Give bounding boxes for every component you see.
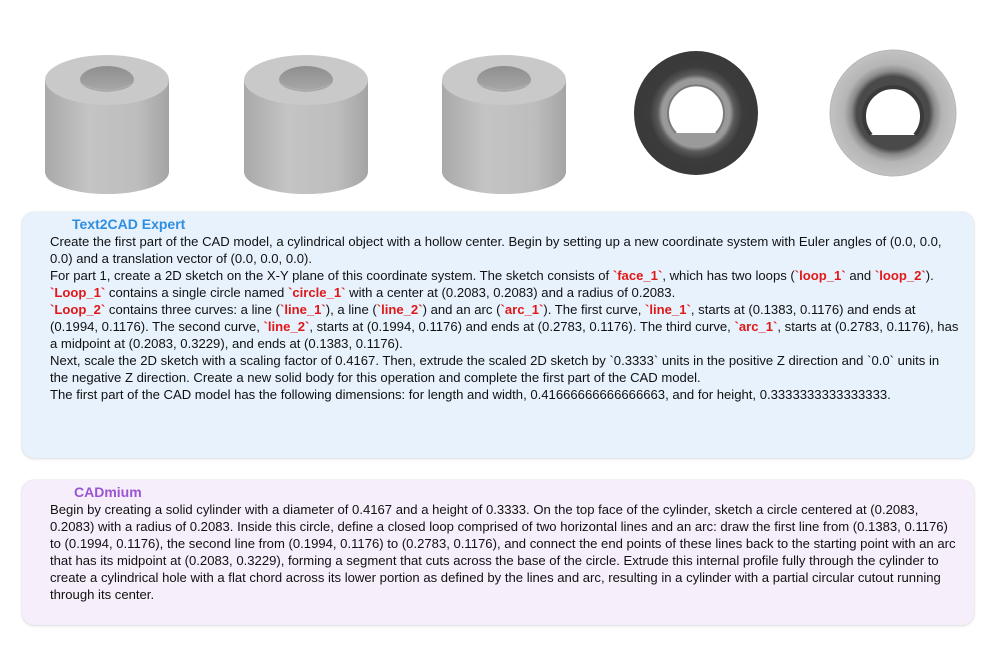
text-span: contains three curves: a line ( (105, 302, 280, 317)
text-span: with a center at (0.2083, 0.2083) and a radius of 0.2083. (345, 285, 676, 300)
expert-paragraph-2 (50, 267, 960, 301)
cad-renders-row (0, 0, 996, 200)
text-span: , starts at (0.1383, 0.1176) and ends at (0.1994, 0.1176). The second curve, (50, 302, 916, 334)
expert-paragraph-1: Create the first part of the CAD model, a cylindrical object with a hollow center. Begin by setting up a new coordinate system with Euler angles of (0.0, 0.0, 0.0) and a translation vector of (0.0, 0.0, 0.0). (50, 234, 942, 266)
text-span: , starts at (0.1994, 0.1176) and ends at (0.2783, 0.1176). The third curve, (309, 319, 735, 334)
text-span: , which has two loops ( (662, 268, 795, 283)
top-view-light-render (830, 50, 956, 176)
text-span: ), a line ( (325, 302, 377, 317)
text-span: ) and an arc ( (422, 302, 501, 317)
loop-2-cap-code: `Loop_2` (50, 302, 106, 317)
loop-2-code: `loop_2` (874, 268, 926, 283)
text-span: ). The first curve, (543, 302, 646, 317)
circle-1-code: `circle_1` (287, 285, 346, 300)
expert-paragraph-3 (50, 301, 960, 352)
cad-renders-svg (0, 0, 996, 200)
expert-paragraph-4: Next, scale the 2D sketch with a scaling factor of 0.4167. Then, extrude the scaled 2D sketch by `0.3333` units in the positive Z direction and `0.0` units in the negative Z direction. Create a new solid body for this operation and complete the first part of the CAD model. (50, 353, 940, 385)
cadmium-card-body (50, 501, 960, 603)
line-1-code-second: `line_1` (645, 302, 691, 317)
face-1-code: `face_1` (612, 268, 663, 283)
cylinder-render-1 (45, 55, 169, 194)
cylinder-render-3 (442, 55, 566, 194)
expert-card-title: Text2CAD Expert (72, 216, 186, 232)
arc-1-code-second: `arc_1` (734, 319, 778, 334)
text-span: contains a single circle named (105, 285, 288, 300)
cadmium-card (22, 480, 974, 625)
line-1-code: `line_1` (279, 302, 326, 317)
text-span: , starts at (0.2783, 0.1176), has a midpoint at (0.2083, 0.3229), and ends at (0.1383, 0.1176). (50, 319, 959, 351)
cadmium-card-title: CADmium (74, 484, 142, 500)
text2cad-expert-card (22, 212, 974, 458)
line-2-code: `line_2` (376, 302, 423, 317)
loop-1-cap-code: `Loop_1` (50, 285, 106, 300)
arc-1-code: `arc_1` (500, 302, 544, 317)
cadmium-paragraph: Begin by creating a solid cylinder with a diameter of 0.4167 and a height of 0.3333. On the top face of the cylinder, sketch a circle centered at (0.2083, 0.2083) with a radius of 0.2083. Inside this circle, define a closed loop comprised of two horizontal lines and an arc: draw the first line from (0.1383, 0.1176) to (0.1994, 0.1176), the second line from (0.1994, 0.1176) to (0.2783, 0.1176), and connect the end points of these lines back to the starting point with an arc that has its midpoint at (0.2083, 0.3229), forming a segment that cuts across the base of the circle. Extrude this internal profile fully through the cylinder to create a cylindrical hole with a flat chord across its lower portion as defined by the lines and arc, resulting in a cylinder with a partial circular cutout running through its center. (50, 502, 956, 602)
cylinder-render-2 (244, 55, 368, 194)
text-span: ). (925, 268, 934, 283)
text-span: and (845, 268, 875, 283)
expert-card-body (50, 233, 960, 403)
expert-paragraph-5: The first part of the CAD model has the following dimensions: for length and width, 0.41666666666666663, and for height, 0.3333333333333333. (50, 387, 891, 402)
top-view-dark-render (634, 51, 758, 175)
loop-1-code: `loop_1` (794, 268, 846, 283)
line-2-code-second: `line_2` (263, 319, 310, 334)
text-span: For part 1, create a 2D sketch on the X-Y plane of this coordinate system. The sketch consists of (50, 268, 613, 283)
